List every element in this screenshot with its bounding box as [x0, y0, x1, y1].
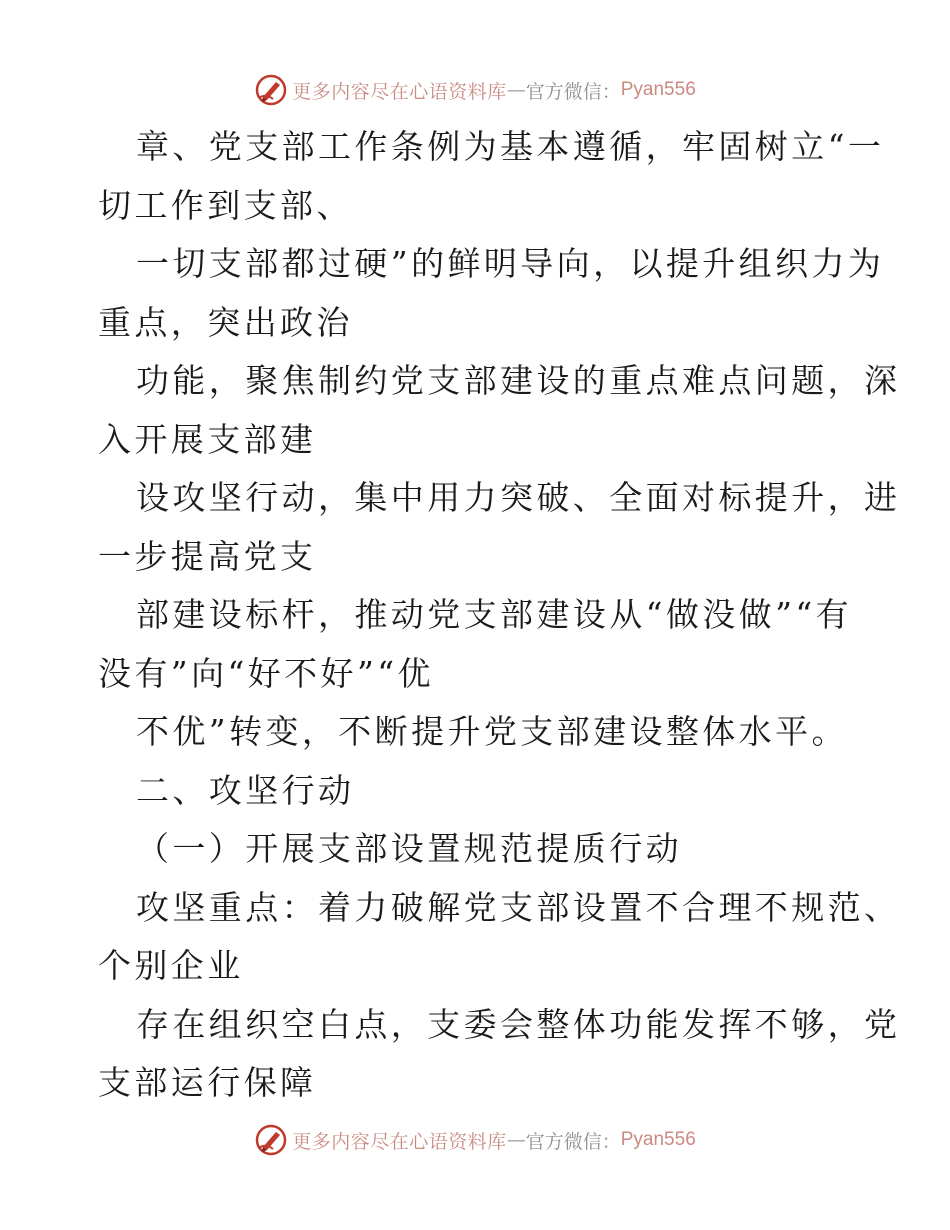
body-line: 一切支部都过硬”的鲜明导向，以提升组织力为	[136, 244, 885, 283]
watermark-id: Pyan556	[620, 1129, 696, 1150]
watermark-dash: —	[506, 1129, 526, 1151]
body-line: 章、党支部工作条例为基本遵循，牢固树立“一	[136, 127, 885, 166]
pen-circle-logo-icon	[254, 1123, 288, 1157]
body-line: 攻坚重点：着力破解党支部设置不合理不规范、	[136, 887, 901, 927]
pen-circle-logo-icon	[254, 73, 288, 107]
body-line: 设攻坚行动，集中用力突破、全面对标提升，进	[136, 478, 901, 517]
watermark-text: 更多内容尽在心语资料库	[292, 80, 507, 103]
body-line: 部建设标杆，推动党支部建设从“做没做”“有	[136, 595, 853, 634]
body-line: 切工作到支部、	[98, 185, 353, 225]
watermark-text: 更多内容尽在心语资料库	[292, 1130, 507, 1153]
body-line: 没有”向“好不好”“优	[98, 653, 434, 693]
body-line: 功能，聚焦制约党支部建设的重点难点问题，深	[136, 361, 901, 400]
subsection-heading: （一）开展支部设置规范提质行动	[136, 829, 682, 868]
footer-watermark	[0, 1120, 950, 1160]
body-line: 个别企业	[98, 946, 244, 985]
watermark-id: Pyan556	[620, 79, 696, 100]
header-watermark	[0, 70, 950, 110]
body-line: 不优”转变，不断提升党支部建设整体水平。	[136, 712, 848, 751]
body-line: 一步提高党支	[98, 536, 317, 576]
watermark-label: 官方微信：	[525, 80, 621, 103]
section-heading: 二、攻坚行动	[136, 770, 355, 810]
body-line: 重点，突出政治	[98, 302, 353, 342]
body-line: 入开展支部建	[98, 419, 317, 459]
watermark-dash: —	[506, 79, 526, 101]
body-line: 支部运行保障	[98, 1063, 317, 1102]
watermark-label: 官方微信：	[525, 1130, 621, 1153]
document-body	[98, 118, 901, 1113]
body-line: 存在组织空白点，支委会整体功能发挥不够，党	[136, 1004, 901, 1044]
